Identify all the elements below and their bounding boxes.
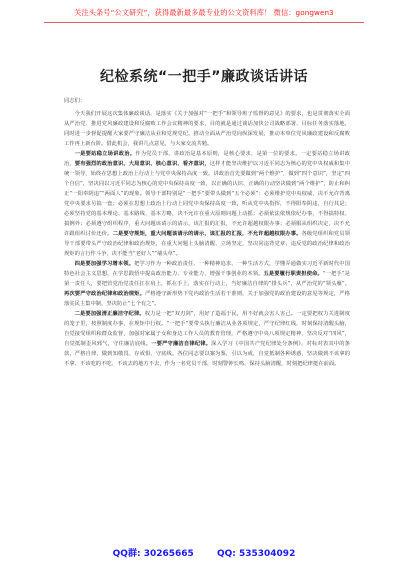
paragraph-text: 深入学习《中国共产党纪律处分条例》，对标对表其中的条款，严格自律，做到知敬畏、存戒惧、守底线。各位同志要以案为鉴，引以为戒，自觉抵制各种诱惑，坚决做到不该拿的不拿、不该吃的不吃、不该去的地方不去，作为一名党员干部，时刻警钟长鸣，保持头脑清醒，时刻把纪律挺在前面。 bbox=[64, 341, 350, 367]
paragraph-lead: 五是要履行职责担使命。 bbox=[263, 271, 323, 277]
paragraph-text: “一把手”是第一责任人，要把管党治党责任扛在肩上，抓在手上，落实在行动上，当好廉洁自律的“排头兵”、从严治党的“领头雁”。 bbox=[64, 271, 350, 287]
paragraph-lead: 一要严守廉洁自律纪律。 bbox=[151, 341, 212, 347]
salutation: 同志们： bbox=[64, 98, 86, 104]
paragraph-emphasis: 要有强烈的政治意识、大局意识、核心意识、看齐意识， bbox=[74, 161, 210, 167]
banner-divider bbox=[44, 22, 364, 23]
paragraph-politics bbox=[64, 149, 350, 259]
paragraph-text: 严格遵守新形势下党内政治生活若干准则，关于加强党的政治建设的意见等规定，严格落实民主集中制，坚决防止“七个有之”。 bbox=[64, 291, 350, 307]
paragraph-lead: 四是要加强学习增本领。 bbox=[74, 261, 135, 267]
paragraph-lead: 二是要守规矩，重大问题该请示的请示，该汇报的汇报，不允许超越权限办事。 bbox=[112, 231, 302, 237]
footer-contact bbox=[0, 546, 408, 559]
paragraph-text: 作为党员干部，讲政治是基本原则，是核心要求，是第一位的要求。一定要站稳立场讲政治， bbox=[64, 151, 350, 167]
banner-text: 关注头条号“公文研究”，获得最新最多最专业的公文资料库！ 微信：gongwen3 bbox=[74, 8, 334, 17]
paragraph-lead: 二是要加强清正廉洁守纪律。 bbox=[74, 311, 145, 317]
paragraph-text: 各级党组织和党员领导干部要带头严守政治纪律和政治规矩，在重大问题上头脑清醒、立场坚定，坚决同违背党章、违反党的政治纪律和政治规矩的言行作斗争，决不能当“老好人”“墙头草”。 bbox=[64, 231, 350, 257]
document-title: 纪检系统“一把手”廉政谈话讲话 bbox=[100, 69, 308, 85]
header-banner bbox=[0, 0, 408, 28]
paragraph-text: 把学习作为一种政治责任、一种精神追求、一种生活方式，学懂弄通做实习近平新时代中国特色社会主义思想，在学思践悟中提高政治能力、专业能力，增强干事创业的本领。 bbox=[64, 261, 350, 277]
footer-qq: QQ: 535304092 bbox=[216, 549, 296, 559]
paragraph-text: 权力是一把“双刃剑”，用好了造福于民，用不好就会害人害己。一定要把权力关进制度的笼子里，按照制度办事，在规矩中行权。“一把手”要带头执行廉洁从业各项规定，严守纪律红线，时刻保持清醒头脑，自觉接受组织和群众监督，加强对家属子女和身边工作人员的教育管理，严格遵守中央八项规定精神，坚决反对“四风”，自觉抵制歪风邪气，守住廉洁底线。 bbox=[64, 311, 350, 347]
paragraph-lead: 一是要站稳立场讲政治。 bbox=[74, 151, 136, 157]
paragraph-discipline bbox=[64, 309, 350, 369]
document-body bbox=[64, 96, 350, 548]
paragraph-lead: 再次要严守政治纪律和政治规矩。 bbox=[64, 291, 145, 297]
paragraph-study bbox=[64, 259, 350, 309]
footer-qq-group: QQ群: 30265665 bbox=[112, 549, 194, 559]
paragraph-text: 这样才能坚决维护以习近平同志为核心的党中央权威和集中统一领导，始终在思想上政治上行动上与党中央保持高度一致。讲政治首先要做到“两个维护”，做到“四个意识”，坚定“四个自信”，坚决同以习近平同志为核心的党中央保持高度一致，以正确的认识、正确的行动坚决做到“两个维护”，防止和纠正“一阳奉阴违”“两面人”的现象。领导干部特别是“一把手”要带头做到“五个必须”：必须维护党中央权威，决不允许背离党中央要求另搞一套；必须在思想上政治上行动上同党中央保持高度一致，听从党中央指挥，不得阳奉阴违，自行其是；必须坚持党的基本理论、基本路线、基本方略，决不允许在重大原则问题上动摇；必须依法依规依纪办事，不得搞特权、搞例外；必须遵守组织程序，重大问题该请示的请示，该汇报的汇报，不允许超越权限办事；必须服从组织决定，决不允许跟组织讨价还价。 bbox=[64, 161, 350, 237]
paragraph-intro: 今天我们开展这次集体廉政谈话，是落实《关于加强对“一把手”和领导班子监督的意见》的要求，也是贯彻落实全面从严治党、推进党风廉政建设和反腐败工作会议精神的要求，目的就是通过谈话加快公司战略部署、目标任务落实落地，同时进一步督促提醒大家要严守廉洁从业和党规党纪，推动全面从严治党向纵深发展，推动本单位党风廉政建设和反腐败工作再上新台阶。借此机会，我讲几点意见，与大家交流共勉。 bbox=[64, 111, 350, 147]
